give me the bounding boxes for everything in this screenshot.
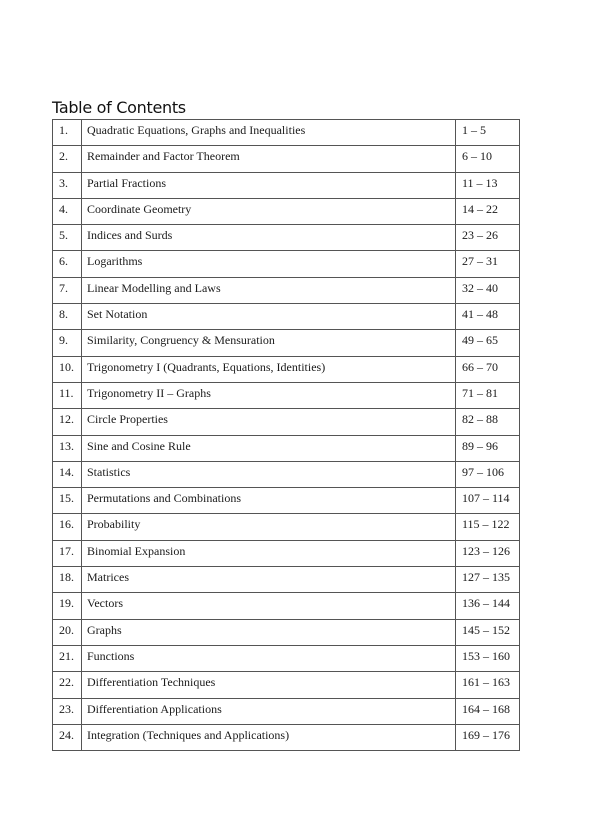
row-topic-cell — [82, 645, 456, 671]
row-page-range: 71 – 81 — [462, 385, 498, 400]
row-page-range: 123 – 126 — [462, 543, 510, 558]
row-topic-cell — [82, 540, 456, 566]
row-page-range-cell — [456, 120, 520, 146]
row-topic: Differentiation Applications — [87, 701, 222, 716]
row-number: 10. — [59, 359, 74, 374]
row-page-range: 153 – 160 — [462, 648, 510, 663]
table-row — [53, 461, 520, 487]
row-number: 3. — [59, 175, 68, 190]
row-topic-cell — [82, 356, 456, 382]
row-page-range-cell — [456, 619, 520, 645]
row-number: 2. — [59, 149, 68, 164]
row-number-cell — [53, 540, 82, 566]
table-row — [53, 225, 520, 251]
row-number: 15. — [59, 491, 74, 506]
row-topic-cell — [82, 435, 456, 461]
row-topic-cell — [82, 382, 456, 408]
row-number: 21. — [59, 648, 74, 663]
row-page-range-cell — [456, 382, 520, 408]
row-page-range-cell — [456, 488, 520, 514]
row-number: 12. — [59, 412, 74, 427]
table-row — [53, 409, 520, 435]
table-row — [53, 619, 520, 645]
row-number-cell — [53, 172, 82, 198]
row-number-cell — [53, 567, 82, 593]
table-row — [53, 514, 520, 540]
row-page-range: 97 – 106 — [462, 464, 504, 479]
row-topic: Quadratic Equations, Graphs and Inequalities — [87, 123, 306, 137]
row-topic: Functions — [87, 648, 135, 663]
page-title: Table of Contents — [52, 98, 186, 117]
row-topic: Trigonometry II – Graphs — [87, 385, 211, 400]
row-number-cell — [53, 198, 82, 224]
row-topic-cell — [82, 461, 456, 487]
row-topic-cell — [82, 567, 456, 593]
row-topic-cell — [82, 304, 456, 330]
row-topic-cell — [82, 198, 456, 224]
row-page-range: 169 – 176 — [462, 727, 510, 742]
row-topic: Differentiation Techniques — [87, 675, 216, 690]
row-number: 17. — [59, 543, 74, 558]
row-topic: Vectors — [87, 596, 123, 611]
table-row — [53, 251, 520, 277]
row-number-cell — [53, 304, 82, 330]
row-page-range: 107 – 114 — [462, 491, 510, 506]
table-row — [53, 172, 520, 198]
row-page-range-cell — [456, 593, 520, 619]
table-row — [53, 698, 520, 724]
row-number: 20. — [59, 622, 74, 637]
row-number-cell — [53, 382, 82, 408]
row-page-range: 82 – 88 — [462, 412, 498, 427]
row-number: 5. — [59, 228, 68, 243]
table-row — [53, 593, 520, 619]
row-number-cell — [53, 698, 82, 724]
row-page-range: 27 – 31 — [462, 254, 498, 269]
row-number-cell — [53, 461, 82, 487]
row-number: 18. — [59, 570, 74, 585]
row-topic-cell — [82, 225, 456, 251]
row-page-range-cell — [456, 461, 520, 487]
row-page-range: 115 – 122 — [462, 517, 510, 532]
row-topic-cell — [82, 672, 456, 698]
row-page-range-cell — [456, 540, 520, 566]
row-page-range-cell — [456, 330, 520, 356]
row-page-range-cell — [456, 514, 520, 540]
row-page-range: 164 – 168 — [462, 701, 510, 716]
row-page-range: 66 – 70 — [462, 359, 498, 374]
row-topic: Statistics — [87, 464, 131, 479]
table-row — [53, 120, 520, 146]
row-page-range: 127 – 135 — [462, 570, 510, 585]
row-topic: Probability — [87, 517, 141, 532]
row-number-cell — [53, 672, 82, 698]
row-number: 22. — [59, 675, 74, 690]
row-page-range-cell — [456, 672, 520, 698]
row-topic-cell — [82, 698, 456, 724]
row-number: 24. — [59, 727, 74, 742]
table-row — [53, 277, 520, 303]
row-topic: Matrices — [87, 570, 129, 585]
row-topic-cell — [82, 330, 456, 356]
row-topic-cell — [82, 172, 456, 198]
table-row — [53, 540, 520, 566]
row-page-range: 136 – 144 — [462, 596, 510, 611]
row-page-range: 11 – 13 — [462, 175, 498, 190]
row-page-range: 14 – 22 — [462, 201, 498, 216]
row-topic-cell — [82, 619, 456, 645]
row-topic: Linear Modelling and Laws — [87, 280, 221, 295]
row-number-cell — [53, 225, 82, 251]
row-page-range-cell — [456, 225, 520, 251]
row-page-range-cell — [456, 198, 520, 224]
row-page-range: 23 – 26 — [462, 228, 498, 243]
row-topic: Sine and Cosine Rule — [87, 438, 191, 453]
row-topic: Permutations and Combinations — [87, 491, 241, 506]
row-number-cell — [53, 435, 82, 461]
row-number-cell — [53, 146, 82, 172]
row-page-range: 1 – 5 — [462, 123, 486, 137]
row-topic: Set Notation — [87, 307, 148, 322]
row-topic: Binomial Expansion — [87, 543, 186, 558]
table-row — [53, 198, 520, 224]
row-topic-cell — [82, 120, 456, 146]
row-page-range-cell — [456, 277, 520, 303]
row-number-cell — [53, 724, 82, 750]
row-page-range-cell — [456, 567, 520, 593]
row-number-cell — [53, 488, 82, 514]
row-page-range-cell — [456, 172, 520, 198]
row-page-range: 6 – 10 — [462, 149, 492, 164]
row-topic: Coordinate Geometry — [87, 201, 192, 216]
row-page-range: 145 – 152 — [462, 622, 510, 637]
table-row — [53, 567, 520, 593]
row-number-cell — [53, 277, 82, 303]
row-topic: Similarity, Congruency & Mensuration — [87, 333, 275, 348]
row-topic: Remainder and Factor Theorem — [87, 149, 240, 164]
row-topic: Graphs — [87, 622, 122, 637]
row-topic-cell — [82, 593, 456, 619]
row-number: 6. — [59, 254, 68, 269]
row-number: 11. — [59, 385, 74, 400]
row-number-cell — [53, 330, 82, 356]
row-topic-cell — [82, 277, 456, 303]
table-row — [53, 435, 520, 461]
row-number: 23. — [59, 701, 74, 716]
row-page-range-cell — [456, 304, 520, 330]
row-topic-cell — [82, 488, 456, 514]
row-page-range-cell — [456, 251, 520, 277]
row-page-range: 41 – 48 — [462, 307, 498, 322]
row-page-range-cell — [456, 356, 520, 382]
row-page-range-cell — [456, 724, 520, 750]
row-topic-cell — [82, 409, 456, 435]
table-row — [53, 645, 520, 671]
row-topic-cell — [82, 514, 456, 540]
table-row — [53, 146, 520, 172]
row-number-cell — [53, 514, 82, 540]
row-topic: Integration (Techniques and Applications) — [87, 727, 290, 742]
toc-table-body — [53, 120, 520, 751]
row-number-cell — [53, 409, 82, 435]
row-number: 16. — [59, 517, 74, 532]
row-topic: Circle Properties — [87, 412, 168, 427]
row-page-range-cell — [456, 645, 520, 671]
row-topic: Partial Fractions — [87, 175, 166, 190]
row-page-range: 89 – 96 — [462, 438, 498, 453]
row-number: 7. — [59, 280, 68, 295]
row-topic: Indices and Surds — [87, 228, 173, 243]
row-page-range-cell — [456, 698, 520, 724]
row-topic-cell — [82, 146, 456, 172]
row-topic: Logarithms — [87, 254, 143, 269]
table-row — [53, 382, 520, 408]
row-number: 1. — [59, 123, 68, 137]
row-number-cell — [53, 251, 82, 277]
table-row — [53, 304, 520, 330]
row-number-cell — [53, 356, 82, 382]
row-page-range-cell — [456, 146, 520, 172]
row-number: 4. — [59, 201, 68, 216]
row-number: 13. — [59, 438, 74, 453]
row-number: 9. — [59, 333, 68, 348]
row-number: 8. — [59, 307, 68, 322]
toc-table — [52, 119, 520, 751]
row-page-range-cell — [456, 409, 520, 435]
row-page-range: 32 – 40 — [462, 280, 498, 295]
table-row — [53, 330, 520, 356]
row-number-cell — [53, 619, 82, 645]
row-number-cell — [53, 593, 82, 619]
table-row — [53, 672, 520, 698]
row-number: 14. — [59, 464, 74, 479]
row-number-cell — [53, 645, 82, 671]
row-page-range: 49 – 65 — [462, 333, 498, 348]
table-row — [53, 724, 520, 750]
row-page-range-cell — [456, 435, 520, 461]
table-row — [53, 488, 520, 514]
row-topic: Trigonometry I (Quadrants, Equations, Identities) — [87, 359, 326, 374]
row-topic-cell — [82, 251, 456, 277]
row-number-cell — [53, 120, 82, 146]
table-row — [53, 356, 520, 382]
row-topic-cell — [82, 724, 456, 750]
row-page-range: 161 – 163 — [462, 675, 510, 690]
row-number: 19. — [59, 596, 74, 611]
